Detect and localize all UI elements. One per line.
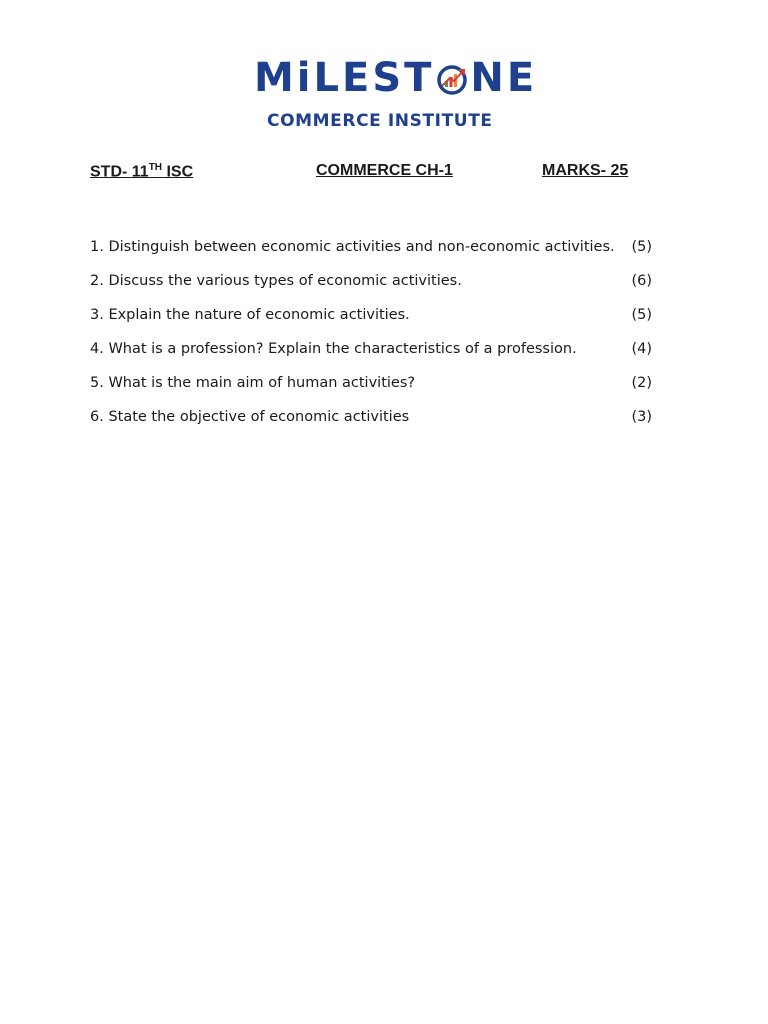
- question-marks: (4): [631, 341, 652, 357]
- question-list: [90, 236, 656, 440]
- question-item: [90, 236, 656, 270]
- logo-subtitle: COMMERCE INSTITUTE: [267, 111, 493, 131]
- logo-wordmark: [254, 54, 537, 102]
- question-marks: (3): [631, 409, 652, 425]
- total-marks-label: MARKS- 25: [542, 162, 629, 179]
- question-item: [90, 304, 656, 338]
- logo-word-left: MiLEST: [254, 55, 435, 101]
- question-marks: (5): [631, 307, 652, 323]
- question-item: [90, 338, 656, 372]
- question-text: 3. Explain the nature of economic activities.: [90, 307, 410, 323]
- question-item: [90, 270, 656, 304]
- question-text: 6. State the objective of economic activities: [90, 409, 410, 425]
- question-marks: (2): [631, 375, 652, 391]
- question-item: [90, 372, 656, 406]
- logo-word-right: NE: [470, 55, 538, 101]
- question-text: 1. Distinguish between economic activities and non-economic activities.: [90, 239, 615, 255]
- question-marks: (5): [631, 239, 652, 255]
- question-item: [90, 406, 656, 440]
- question-text: 5. What is the main aim of human activities?: [90, 375, 416, 391]
- milestone-logo: [250, 54, 538, 134]
- question-text: 2. Discuss the various types of economic activities.: [90, 273, 462, 289]
- chart-globe-icon: [436, 64, 468, 96]
- question-text: 4. What is a profession? Explain the characteristics of a profession.: [90, 341, 577, 357]
- standard-label: STD- 11TH ISC: [90, 162, 194, 181]
- subject-label: COMMERCE CH-1: [316, 162, 453, 179]
- paper-header: [90, 162, 690, 188]
- question-marks: (6): [631, 273, 652, 289]
